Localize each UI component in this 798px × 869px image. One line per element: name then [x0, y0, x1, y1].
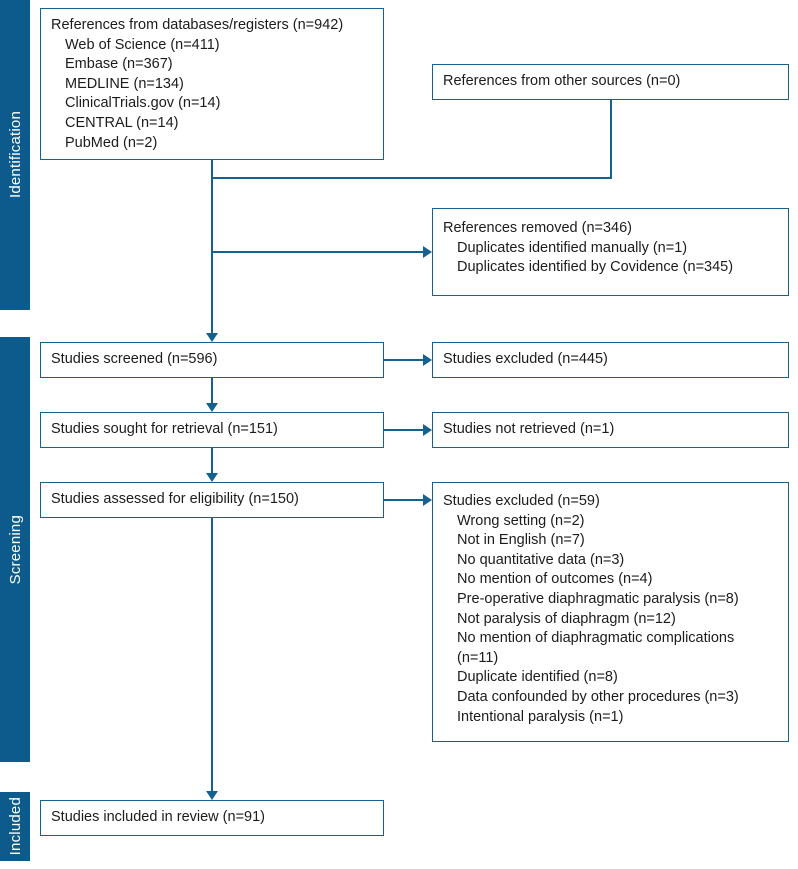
connector-assessed-to-excluded: [384, 499, 423, 501]
box-screened-title: Studies screened (n=596): [51, 351, 218, 368]
box-not-retrieved-title: Studies not retrieved (n=1): [443, 421, 615, 438]
list-item: No quantitative data (n=3): [457, 551, 625, 568]
connector-other-sources-join: [211, 177, 612, 179]
phase-bar-identification: [0, 0, 30, 310]
arrowhead-into-not-retrieved: [423, 424, 432, 436]
list-item: PubMed (n=2): [65, 134, 158, 151]
list-item: Intentional paralysis (n=1): [457, 708, 624, 725]
box-databases: [40, 8, 384, 160]
box-assessed: [40, 482, 384, 518]
list-item: Duplicates identified manually (n=1): [457, 239, 688, 256]
connector-screened-to-excluded: [384, 359, 423, 361]
list-item: Duplicate identified (n=8): [457, 669, 618, 686]
arrowhead-into-screened: [206, 333, 218, 342]
box-other-sources-title: References from other sources (n=0): [443, 73, 681, 90]
list-item: Pre-operative diaphragmatic paralysis (n=8): [457, 590, 739, 607]
box-removed-title: References removed (n=346): [443, 220, 633, 236]
box-excluded-eligibility-title: Studies excluded (n=59): [443, 493, 600, 509]
arrowhead-into-included: [206, 791, 218, 800]
box-not-retrieved: [432, 412, 789, 448]
arrowhead-into-removed: [423, 246, 432, 258]
list-item: Duplicates identified by Covidence (n=345): [457, 259, 734, 276]
box-databases-title: References from databases/registers (n=942): [51, 17, 344, 33]
list-item: No mention of outcomes (n=4): [457, 571, 653, 588]
phase-label-included: Included: [6, 797, 24, 856]
arrowhead-into-excluded-eligibility: [423, 494, 432, 506]
list-item: MEDLINE (n=134): [65, 75, 184, 92]
box-excluded-screening-title: Studies excluded (n=445): [443, 351, 608, 368]
list-item: ClinicalTrials.gov (n=14): [65, 95, 221, 112]
connector-sought-to-not-retrieved: [384, 429, 423, 431]
connector-screened-to-sought: [211, 378, 213, 403]
box-excluded-eligibility: [432, 482, 789, 742]
box-other-sources: [432, 64, 789, 100]
list-item: Wrong setting (n=2): [457, 512, 585, 529]
list-item: No mention of diaphragmatic complications (n=11): [457, 630, 735, 666]
box-sought-title: Studies sought for retrieval (n=151): [51, 421, 278, 438]
arrowhead-into-sought: [206, 403, 218, 412]
box-screened: [40, 342, 384, 378]
list-item: Not paralysis of diaphragm (n=12): [457, 610, 676, 627]
box-included-review: [40, 800, 384, 836]
list-item: Embase (n=367): [65, 56, 173, 73]
phase-bar-included: [0, 792, 30, 861]
connector-sought-to-assessed: [211, 448, 213, 473]
arrowhead-into-excluded-screening: [423, 354, 432, 366]
box-assessed-title: Studies assessed for eligibility (n=150): [51, 491, 299, 508]
connector-assessed-to-included: [211, 518, 213, 791]
phase-label-screening: Screening: [6, 514, 24, 585]
box-excluded-screening: [432, 342, 789, 378]
box-included-review-title: Studies included in review (n=91): [51, 809, 265, 826]
connector-to-removed: [211, 251, 423, 253]
list-item: Data confounded by other procedures (n=3): [457, 688, 739, 705]
list-item: Web of Science (n=411): [65, 36, 220, 53]
list-item: CENTRAL (n=14): [65, 114, 179, 131]
arrowhead-into-assessed: [206, 473, 218, 482]
connector-other-sources-down: [610, 100, 612, 179]
connector-databases-down: [211, 160, 213, 333]
phase-label-identification: Identification: [6, 111, 24, 199]
box-removed: [432, 208, 789, 296]
phase-bar-screening: [0, 337, 30, 762]
box-sought: [40, 412, 384, 448]
list-item: Not in English (n=7): [457, 532, 585, 549]
